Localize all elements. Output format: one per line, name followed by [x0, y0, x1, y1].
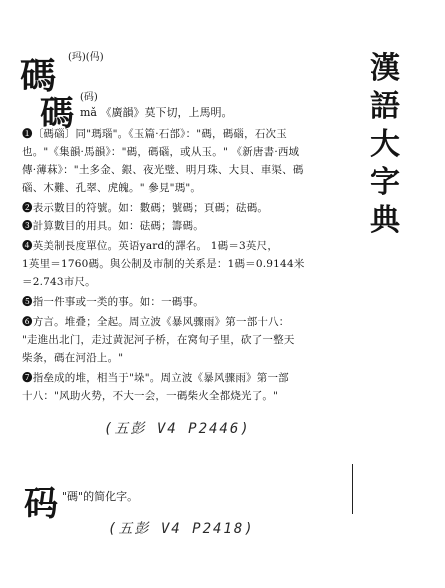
definition-line: 1英里＝1760碼。與公制及市制的关系是：1碼＝0.9144米 — [22, 258, 305, 270]
definition-line: ❺指一件事或一类的事。如：一碼事。 — [22, 296, 204, 308]
simplified-note: "碼"的简化字。 — [62, 490, 139, 503]
handwritten-reference: (五彭 V4 P2418) — [108, 521, 255, 537]
definition-line: ❼指垒成的堆，相当于"垛"。周立波《暴风骤雨》第一部 — [22, 372, 289, 384]
definition-line: ❻方言。堆叠；全起。周立波《暴风骤雨》第一部十八： — [22, 316, 290, 328]
headword-entry: 碼 — [40, 94, 74, 134]
definition-line: ❶〔碼碯〕同"瑪瑙"。《玉篇·石部》："碼，碼碯，石次玉 — [22, 128, 287, 140]
divider-line — [352, 464, 353, 514]
definition-line: 也。"《集韻·馬韻》："碼，碼碯，或从玉。" 《新唐書·西域 — [22, 146, 300, 158]
headword-main-tag: (玛)(㐷) — [68, 52, 104, 63]
definition-line: 碯、木難、孔翠、虎魄。" 參見"瑪"。 — [22, 182, 202, 194]
dictionary-title: 漢語大字典 — [370, 51, 402, 238]
definition-line: ❷表示數目的符號。如：數碼；號碼；頁碼；砝碼。 — [22, 202, 269, 214]
definition-line: 傳·薄菻》："土多金、銀、夜光璧、明月珠、大貝、車渠、碼 — [22, 164, 304, 176]
definition-line: ❸計算數目的用具。如：砝碼；籌碼。 — [22, 220, 204, 232]
definition-line: ＝2.743市尺。 — [22, 276, 96, 288]
pronunciation: mǎ 《廣韻》莫下切，上馬明。 — [80, 106, 233, 119]
handwritten-reference: (五彭 V4 P2446) — [104, 421, 251, 437]
definition-line: 十八："风助火势，不大一会，一碼柴火全都烧光了。" — [22, 390, 279, 402]
headword-main: 碼 — [20, 55, 57, 97]
headword-entry-tag: (码) — [80, 92, 98, 103]
definition-line: "走進出北门，走过黄泥河子桥，在窝旬子里，砍了一整天 — [22, 334, 295, 346]
headword-simplified: 码 — [24, 484, 58, 524]
definition-line: 柴条，碼在河沿上。" — [22, 352, 124, 364]
definition-line: ❹英美制長度單位。英语yard的譯名。 1碼＝3英尺， — [22, 240, 279, 252]
